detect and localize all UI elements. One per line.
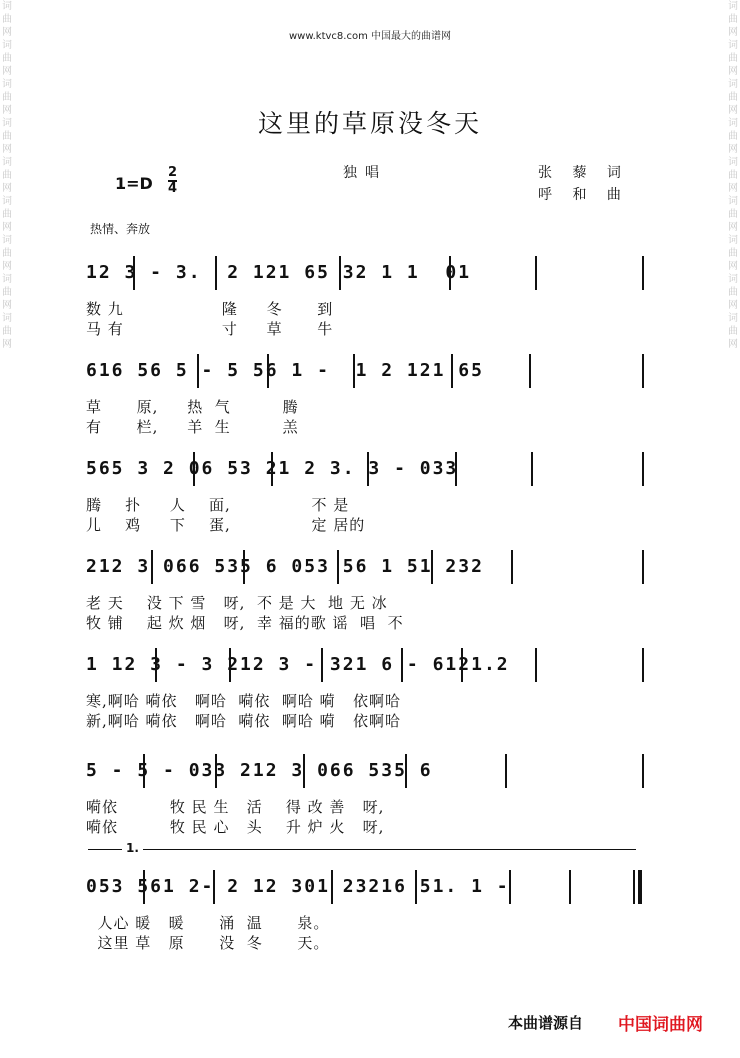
watermark-text: 曲 (728, 287, 738, 298)
watermark-text: 词 (728, 1, 738, 12)
lyrics-verse-2: 儿 鸡 下 蛋, 定 居的 (86, 516, 366, 534)
watermark-text: 曲 (2, 53, 12, 64)
time-signature (168, 166, 177, 196)
watermark-text: 曲 (728, 131, 738, 142)
watermark-text: 网 (728, 144, 738, 155)
watermark-text: 词 (2, 313, 12, 324)
watermark-text: 网 (728, 66, 738, 77)
watermark-text: 网 (728, 300, 738, 311)
watermark-text: 曲 (2, 248, 12, 259)
watermark-text: 词 (728, 118, 738, 129)
watermark-text: 词 (728, 79, 738, 90)
ending-line (88, 849, 636, 850)
watermark-text: 词 (728, 313, 738, 324)
watermark-text: 词 (2, 1, 12, 12)
brand-link[interactable]: 中国词曲网 (618, 1015, 703, 1035)
watermark-text: 词 (2, 118, 12, 129)
watermark-text: 网 (728, 183, 738, 194)
watermark-text: 网 (2, 222, 12, 233)
watermark-text: 网 (2, 261, 12, 272)
lyrics-verse-2: 有 栏, 羊 生 羔 (86, 418, 299, 436)
lyrics-verse-1: 数 九 隆 冬 到 (86, 300, 334, 318)
watermark-text: 曲 (2, 131, 12, 142)
lyrics-verse-2: 马 有 寸 草 牛 (86, 320, 334, 338)
watermark-text: 曲 (2, 209, 12, 220)
meter-bottom: 4 (168, 181, 178, 196)
watermark-text: 网 (728, 105, 738, 116)
watermark-text: 词 (728, 274, 738, 285)
lyrics-verse-1: 人心 暖 暖 涌 温 泉。 (86, 914, 330, 932)
notation-line: 1 12 3 - 3 212 3 - 321 6 - 6121.2 (86, 654, 510, 675)
watermark-text: 词 (2, 235, 12, 246)
watermark-text: 词 (2, 157, 12, 168)
watermark-text: 词 (728, 235, 738, 246)
lyrics-verse-2: 新,啊哈 嗬依 啊哈 嗬依 啊哈 嗬 依啊哈 (86, 712, 401, 730)
notation-line: 565 3 2 06 53 21 2 3. 3 - 033 (86, 458, 459, 479)
watermark-text: 词 (728, 196, 738, 207)
lyrics-verse-2: 牧 铺 起 炊 烟 呀, 幸 福的歌 谣 唱 不 (86, 614, 404, 632)
watermark-text: 网 (2, 300, 12, 311)
song-title: 这里的草原没冬天 (257, 109, 482, 138)
watermark-text: 网 (2, 105, 12, 116)
watermark-text: 网 (2, 144, 12, 155)
watermark-text: 曲 (2, 287, 12, 298)
watermark-text: 网 (2, 339, 12, 350)
notation-line: 616 56 5 - 5 56 1 - 1 2 121 65 (86, 360, 484, 381)
watermark-text: 曲 (728, 14, 738, 25)
watermark-text: 曲 (728, 326, 738, 337)
notation-line: 5 - 5 - 033 212 3 066 535 6 (86, 760, 433, 781)
watermark-text: 词 (2, 274, 12, 285)
watermark-text: 词 (2, 196, 12, 207)
watermark-text: 词 (2, 79, 12, 90)
ending-number: 1. (122, 841, 143, 855)
watermark-text: 曲 (728, 248, 738, 259)
tempo-marking: 热情、奔放 (90, 222, 151, 236)
side-watermark-left (0, 0, 14, 1058)
meter-top: 2 (168, 165, 178, 180)
watermark-text: 曲 (728, 170, 738, 181)
lyrics-verse-2: 这里 草 原 没 冬 天。 (86, 934, 330, 952)
watermark-text: 曲 (2, 170, 12, 181)
watermark-text: 曲 (2, 14, 12, 25)
watermark-text: 曲 (2, 326, 12, 337)
composer-credit: 呼 和 曲 (538, 187, 629, 203)
watermark-text: 曲 (728, 209, 738, 220)
lyrics-verse-1: 腾 扑 人 面, 不 是 (86, 496, 350, 514)
lyrics-verse-1: 嗬依 牧 民 生 活 得 改 善 呀, (86, 798, 385, 816)
source-label: 本曲谱源自 (508, 1014, 584, 1032)
watermark-text: 网 (2, 27, 12, 38)
lyrics-verse-1: 草 原, 热 气 腾 (86, 398, 299, 416)
watermark-text: 网 (2, 66, 12, 77)
notation-line: 053 561 2- 2 12 301 23216 51. 1 - (86, 876, 510, 897)
performance-mode: 独唱 (343, 165, 387, 181)
watermark-text: 词 (728, 40, 738, 51)
first-ending-bracket (88, 843, 636, 857)
watermark-text: 曲 (728, 92, 738, 103)
lyrics-verse-1: 寒,啊哈 嗬依 啊哈 嗬依 啊哈 嗬 依啊哈 (86, 692, 401, 710)
watermark-text: 曲 (728, 53, 738, 64)
watermark-text: 网 (728, 27, 738, 38)
notation-line: 212 3 066 535 6 053 56 1 51 232 (86, 556, 484, 577)
lyrics-verse-2: 嗬依 牧 民 心 头 升 炉 火 呀, (86, 818, 385, 836)
watermark-text: 网 (728, 339, 738, 350)
watermark-text: 网 (728, 261, 738, 272)
key-signature: 1=D (115, 174, 153, 193)
lyricist-credit: 张 藜 词 (538, 165, 629, 181)
notation-line: 12 3 - 3. 2 121 65 32 1 1 01 (86, 262, 472, 283)
watermark-text: 词 (728, 157, 738, 168)
side-watermark-right (726, 0, 740, 1058)
watermark-text: 网 (2, 183, 12, 194)
watermark-text: 词 (2, 40, 12, 51)
watermark-text: 网 (728, 222, 738, 233)
watermark-text: 曲 (2, 92, 12, 103)
lyrics-verse-1: 老 天 没 下 雪 呀, 不 是 大 地 无 冰 (86, 594, 388, 612)
site-header: www.ktvc8.com 中国最大的曲谱网 (288, 31, 451, 42)
